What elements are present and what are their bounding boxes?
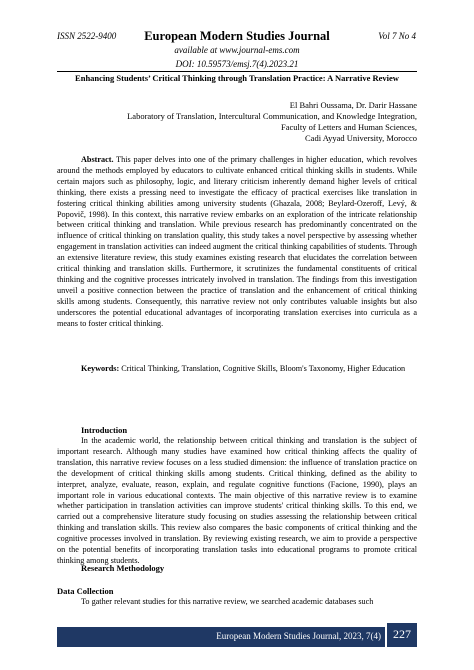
footer-citation: European Modern Studies Journal, 2023, 7(4)	[216, 631, 381, 641]
abstract-label: Abstract.	[81, 155, 114, 164]
keywords	[57, 364, 417, 375]
volume-issue: Vol 7 No 4	[378, 31, 416, 41]
page-number-box	[385, 623, 417, 647]
author-names: El Bahri Oussama, Dr. Darir Hassane	[289, 100, 417, 110]
footer-bar	[57, 627, 417, 647]
introduction-text: In the academic world, the relationship between critical thinking and translation is the subject of important research. Although many studies have examined how critical thinking affects the quality of translation, this narrative review focuses on a less studied dimension: the influence of translation practice on the development of critical thinking skills among students. Critical thinking, defined as the ability to interpret, analyze, evaluate, reason, explain, and regulate cognitive functions (Facione, 1990), plays an important role in various educational contexts. The main objective of this narrative review is to examine whether participation in translation activities can improve students' critical thinking skills. To this end, we carried out a comprehensive literature study focusing on studies assessing the relationship between critical thinking and translation skills. This review also compares the basic components of critical thinking and the cognitive processes involved in translation. By reviewing existing research, we aim to provide a perspective on the potential benefits of incorporating translation tasks into educational programs to promote critical thinking among students.	[57, 436, 417, 565]
data-collection-text: To gather relevant studies for this narrative review, we searched academic databases such	[81, 597, 374, 606]
affiliation-university: Cadi Ayyad University, Morocco	[305, 133, 417, 143]
journal-website: available at www.journal-ems.com	[174, 45, 300, 55]
data-collection-heading: Data Collection	[57, 586, 114, 596]
abstract-text: This paper delves into one of the primary challenges in higher education, which revolves around the methods employed by educators to cultivate enhanced critical thinking skills in students. While certain majors such as philosophy, logic, and literary criticism inherently demand higher levels of critical thinking, there exists a pressing need to investigate the efficacy of practical exercises like translation in fostering critical thinking abilities among university students (Ghazala, 2008; Beylard-Ozeroff, Levý, & Popovič, 1998). In this context, this narrative review embarks on an exploration of the intricate relationship between critical thinking and translation. While previous research has predominantly concentrated on the influence of critical thinking on translation quality, this study takes a novel perspective by assessing whether engagement in translation activities can indeed augment the critical thinking capabilities of students. Through an extensive literature review, this study examines existing research that elucidates the correlation between critical thinking and translation skills. Furthermore, it scrutinizes the fundamental constituents of critical thinking and the cognitive processes intricately involved in translation. The findings from this investigation unveil a positive connection between the practice of translation and the enhancement of critical thinking skills among students. Consequently, this narrative review not only contributes valuable insights but also underscores the potential educational advantages of incorporating translation exercises into curricula as a means to foster critical thinking.	[57, 155, 417, 328]
header-divider	[57, 71, 417, 72]
keywords-label: Keywords:	[81, 364, 120, 373]
methodology-heading: Research Methodology	[81, 563, 165, 573]
affiliation-lab: Laboratory of Translation, Intercultural Communication, and Knowledge Integration,	[127, 111, 417, 121]
doi: DOI: 10.59573/emsj.7(4).2023.21	[175, 59, 299, 69]
page-number: 227	[393, 627, 411, 641]
abstract	[57, 155, 417, 330]
journal-title: European Modern Studies Journal	[144, 29, 330, 43]
author-block	[57, 100, 417, 144]
introduction-heading: Introduction	[81, 425, 128, 435]
paper-title: Enhancing Students’ Critical Thinking through Translation Practice: A Narrative Review	[75, 73, 399, 83]
journal-header	[0, 30, 474, 46]
issn: ISSN 2522-9400	[57, 31, 117, 41]
keywords-text: Critical Thinking, Translation, Cognitive Skills, Bloom's Taxonomy, Higher Education	[121, 364, 406, 373]
affiliation-faculty: Faculty of Letters and Human Sciences,	[281, 122, 417, 132]
